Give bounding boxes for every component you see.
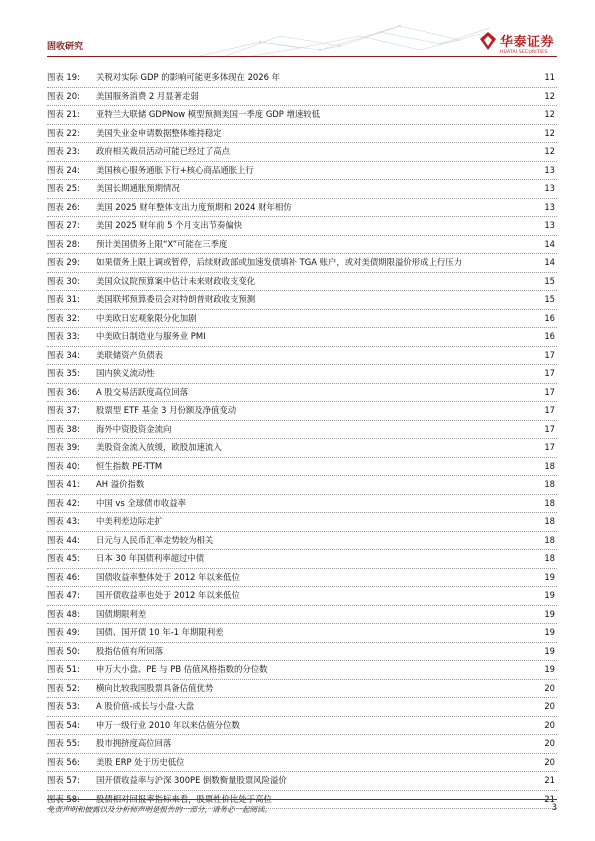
toc-row[interactable] <box>47 236 557 255</box>
toc-row[interactable] <box>47 569 557 588</box>
toc-figure-title: AH 溢价指数 <box>96 479 145 489</box>
toc-figure-number: 图表 30: <box>47 275 80 286</box>
toc-page-number: 19 <box>544 664 555 674</box>
toc-figure-title: 美联储资产负债表 <box>96 349 163 360</box>
toc-figure-number: 图表 56: <box>47 756 80 767</box>
toc-row[interactable] <box>47 550 557 569</box>
toc-row[interactable] <box>47 217 557 236</box>
toc-row[interactable] <box>47 347 557 366</box>
toc-figure-title: 国开债收益率与沪深 300PE 倒数衡量股票风险溢价 <box>96 775 287 785</box>
toc-page-number: 13 <box>544 220 555 230</box>
toc-figure-number: 图表 34: <box>47 349 80 360</box>
toc-figure-title: 股指估值有所回落 <box>96 645 163 656</box>
toc-figure-title: A 股交易活跃度高位回落 <box>96 386 189 397</box>
toc-row[interactable] <box>47 402 557 421</box>
toc-figure-number: 图表 23: <box>47 146 80 156</box>
toc-page-number: 21 <box>544 775 555 785</box>
toc-page-number: 19 <box>544 645 555 656</box>
toc-figure-title: 美国失业金申请数据整体维持稳定 <box>96 127 222 138</box>
toc-figure-title: 日元与人民币汇率走势较为相关 <box>96 534 214 545</box>
toc-figure-number: 图表 41: <box>47 479 80 489</box>
toc-figure-title: 美国长期通胀预期情况 <box>96 183 180 193</box>
toc-row[interactable] <box>47 199 557 218</box>
toc-page-number: 12 <box>544 127 555 138</box>
toc-figure-number: 图表 19: <box>47 72 80 82</box>
toc-figure-title: 国债收益率整体处于 2012 年以来低位 <box>96 571 240 582</box>
toc-figure-number: 图表 51: <box>47 664 80 674</box>
toc-figure-number: 图表 29: <box>47 257 80 267</box>
toc-page-number: 17 <box>544 405 555 415</box>
toc-figure-title: 中美欧日制造业与服务业 PMI <box>96 331 206 341</box>
toc-figure-number: 图表 43: <box>47 516 80 526</box>
toc-page-number: 17 <box>544 368 555 378</box>
section-label: 固收研究 <box>47 42 84 52</box>
toc-row[interactable] <box>47 458 557 477</box>
toc-row[interactable] <box>47 328 557 347</box>
toc-figure-number: 图表 24: <box>47 164 80 175</box>
toc-figure-title: A 股价值-成长与小盘-大盘 <box>96 701 195 711</box>
page-number: 3 <box>551 803 557 813</box>
toc-page-number: 18 <box>544 460 555 471</box>
toc-row[interactable] <box>47 587 557 606</box>
toc-row[interactable] <box>47 143 557 162</box>
toc-row[interactable] <box>47 698 557 717</box>
toc-page-number: 18 <box>544 553 555 563</box>
toc-row[interactable] <box>47 717 557 736</box>
toc-row[interactable] <box>47 254 557 273</box>
toc-figure-title: 国内狭义流动性 <box>96 368 155 378</box>
toc-row[interactable] <box>47 69 557 88</box>
toc-figure-number: 图表 53: <box>47 701 80 711</box>
toc-row[interactable] <box>47 365 557 384</box>
toc-page-number: 12 <box>544 109 555 119</box>
toc-figure-title: 美国众议院预算案中估计未来财政收支变化 <box>96 275 256 286</box>
toc-figure-title: 日本 30 年国债利率超过中债 <box>96 553 205 563</box>
toc-page-number: 15 <box>544 275 555 286</box>
toc-figure-title: 恒生指数 PE-TTM <box>96 460 163 471</box>
toc-page-number: 20 <box>544 701 555 711</box>
toc-figure-number: 图表 44: <box>47 534 80 545</box>
toc-figure-number: 图表 20: <box>47 90 80 101</box>
toc-figure-number: 图表 47: <box>47 590 80 600</box>
toc-figure-title: 申万大小盘、PE 与 PB 估值风格指数的分位数 <box>96 664 268 674</box>
toc-page-number: 17 <box>544 423 555 434</box>
logo-text-cn: 华泰证券 <box>500 35 555 50</box>
toc-page-number: 18 <box>544 497 555 508</box>
toc-row[interactable] <box>47 106 557 125</box>
toc-figure-title: 国开债收益率也处于 2012 年以来低位 <box>96 590 240 600</box>
toc-figure-title: 美国 2025 财年整体支出力度预期和 2024 财年相仿 <box>96 201 292 212</box>
header-banner-graphic <box>200 22 490 58</box>
toc-figure-number: 图表 40: <box>47 460 80 471</box>
toc-row[interactable] <box>47 384 557 403</box>
toc-figure-number: 图表 57: <box>47 775 80 785</box>
toc-figure-number: 图表 27: <box>47 220 80 230</box>
toc-page-number: 20 <box>544 738 555 748</box>
header-divider <box>47 56 557 57</box>
toc-page-number: 19 <box>544 571 555 582</box>
toc-page-number: 13 <box>544 183 555 193</box>
toc-figure-title: 股票型 ETF 基金 3 月份额及净值变动 <box>96 405 237 415</box>
figure-list <box>47 69 557 809</box>
logo-text-en: HUATAI SECURITIES <box>500 50 548 55</box>
toc-figure-number: 图表 49: <box>47 627 80 637</box>
toc-page-number: 15 <box>544 294 555 304</box>
huatai-logo-icon <box>478 31 498 51</box>
toc-figure-number: 图表 22: <box>47 127 80 138</box>
toc-page-number: 20 <box>544 756 555 767</box>
toc-figure-number: 图表 32: <box>47 312 80 323</box>
toc-row[interactable] <box>47 273 557 292</box>
toc-page-number: 12 <box>544 90 555 101</box>
toc-figure-title: 亚特兰大联储 GDPNow 模型预测美国一季度 GDP 增速较低 <box>96 109 320 119</box>
toc-row[interactable] <box>47 310 557 329</box>
toc-figure-number: 图表 28: <box>47 238 80 249</box>
toc-row[interactable] <box>47 532 557 551</box>
toc-page-number: 16 <box>544 331 555 341</box>
toc-page-number: 17 <box>544 349 555 360</box>
toc-figure-number: 图表 33: <box>47 331 80 341</box>
toc-figure-number: 图表 54: <box>47 719 80 730</box>
toc-figure-number: 图表 42: <box>47 497 80 508</box>
toc-page-number: 19 <box>544 627 555 637</box>
toc-row[interactable] <box>47 661 557 680</box>
toc-row[interactable] <box>47 495 557 514</box>
toc-page-number: 18 <box>544 479 555 489</box>
toc-row[interactable] <box>47 606 557 625</box>
footer-divider <box>47 799 557 800</box>
toc-figure-title: 美国核心服务通胀下行+核心商品通胀上行 <box>96 164 254 175</box>
toc-row[interactable] <box>47 162 557 181</box>
toc-figure-number: 图表 21: <box>47 109 80 119</box>
toc-page-number: 16 <box>544 312 555 323</box>
toc-figure-title: 美国 2025 财年前 5 个月支出节奏偏快 <box>96 220 243 230</box>
toc-page-number: 14 <box>544 257 555 267</box>
toc-figure-number: 图表 48: <box>47 608 80 619</box>
toc-figure-number: 图表 46: <box>47 571 80 582</box>
toc-page-number: 17 <box>544 442 555 452</box>
toc-figure-number: 图表 26: <box>47 201 80 212</box>
toc-figure-title: 中国 vs 全球债市收益率 <box>96 497 187 508</box>
toc-figure-number: 图表 25: <box>47 183 80 193</box>
toc-page-number: 20 <box>544 682 555 693</box>
footer-disclaimer: 免责声明和披露以及分析师声明是报告的一部分，请务必一起阅读。 <box>47 805 272 814</box>
toc-figure-number: 图表 38: <box>47 423 80 434</box>
toc-row[interactable] <box>47 772 557 791</box>
toc-page-number: 20 <box>544 719 555 730</box>
toc-page-number: 19 <box>544 608 555 619</box>
toc-figure-number: 图表 45: <box>47 553 80 563</box>
toc-figure-title: 美股资金流入放缓，欧股加速流入 <box>96 442 222 452</box>
toc-row[interactable] <box>47 180 557 199</box>
toc-row[interactable] <box>47 88 557 107</box>
toc-figure-number: 图表 50: <box>47 645 80 656</box>
toc-row[interactable] <box>47 624 557 643</box>
toc-figure-title: 美股 ERP 处于历史低位 <box>96 756 185 767</box>
toc-figure-number: 图表 52: <box>47 682 80 693</box>
toc-figure-title: 如果债务上限上调或暂停，后续财政部或加速发债填补 TGA 账户，或对美债期限溢价形成上行压力 <box>96 257 463 267</box>
toc-figure-number: 图表 35: <box>47 368 80 378</box>
toc-row[interactable] <box>47 680 557 699</box>
toc-row[interactable] <box>47 125 557 144</box>
toc-figure-title: 预计美国债务上限“X”可能在三季度 <box>96 238 228 249</box>
toc-page-number: 11 <box>544 72 555 82</box>
toc-page-number: 19 <box>544 590 555 600</box>
toc-figure-title: 政府相关裁员活动可能已经过了高点 <box>96 146 230 156</box>
toc-page-number: 12 <box>544 146 555 156</box>
toc-figure-number: 图表 36: <box>47 386 80 397</box>
toc-row[interactable] <box>47 439 557 458</box>
toc-page-number: 13 <box>544 201 555 212</box>
toc-figure-number: 图表 37: <box>47 405 80 415</box>
toc-figure-title: 股市拥挤度高位回落 <box>96 738 172 748</box>
toc-row[interactable] <box>47 735 557 754</box>
toc-page-number: 17 <box>544 386 555 397</box>
toc-page-number: 18 <box>544 534 555 545</box>
toc-figure-number: 图表 55: <box>47 738 80 748</box>
toc-figure-title: 横向比较我国股票具备估值优势 <box>96 682 214 693</box>
toc-page-number: 13 <box>544 164 555 175</box>
toc-row[interactable] <box>47 476 557 495</box>
toc-figure-number: 图表 31: <box>47 294 80 304</box>
toc-row[interactable] <box>47 421 557 440</box>
toc-figure-title: 国债、国开债 10 年-1 年期限利差 <box>96 627 224 637</box>
toc-page-number: 14 <box>544 238 555 249</box>
toc-figure-title: 美国联邦预算委员会对特朗普财政收支预测 <box>96 294 256 304</box>
toc-figure-title: 国债期限利差 <box>96 608 147 619</box>
toc-row[interactable] <box>47 754 557 773</box>
toc-figure-title: 中美欧日宏观象限分化加剧 <box>96 312 197 323</box>
toc-row[interactable] <box>47 643 557 662</box>
toc-figure-title: 海外中资股资金流向 <box>96 423 172 434</box>
toc-figure-title: 申万一级行业 2010 年以来估值分位数 <box>96 719 240 730</box>
toc-figure-title: 美国服务消费 2 月显著走弱 <box>96 90 199 101</box>
toc-page-number: 18 <box>544 516 555 526</box>
toc-figure-number: 图表 39: <box>47 442 80 452</box>
toc-row[interactable] <box>47 291 557 310</box>
toc-row[interactable] <box>47 513 557 532</box>
toc-figure-title: 中美利差边际走扩 <box>96 516 163 526</box>
toc-figure-title: 关税对实际 GDP 的影响可能更多体现在 2026 年 <box>96 72 280 82</box>
